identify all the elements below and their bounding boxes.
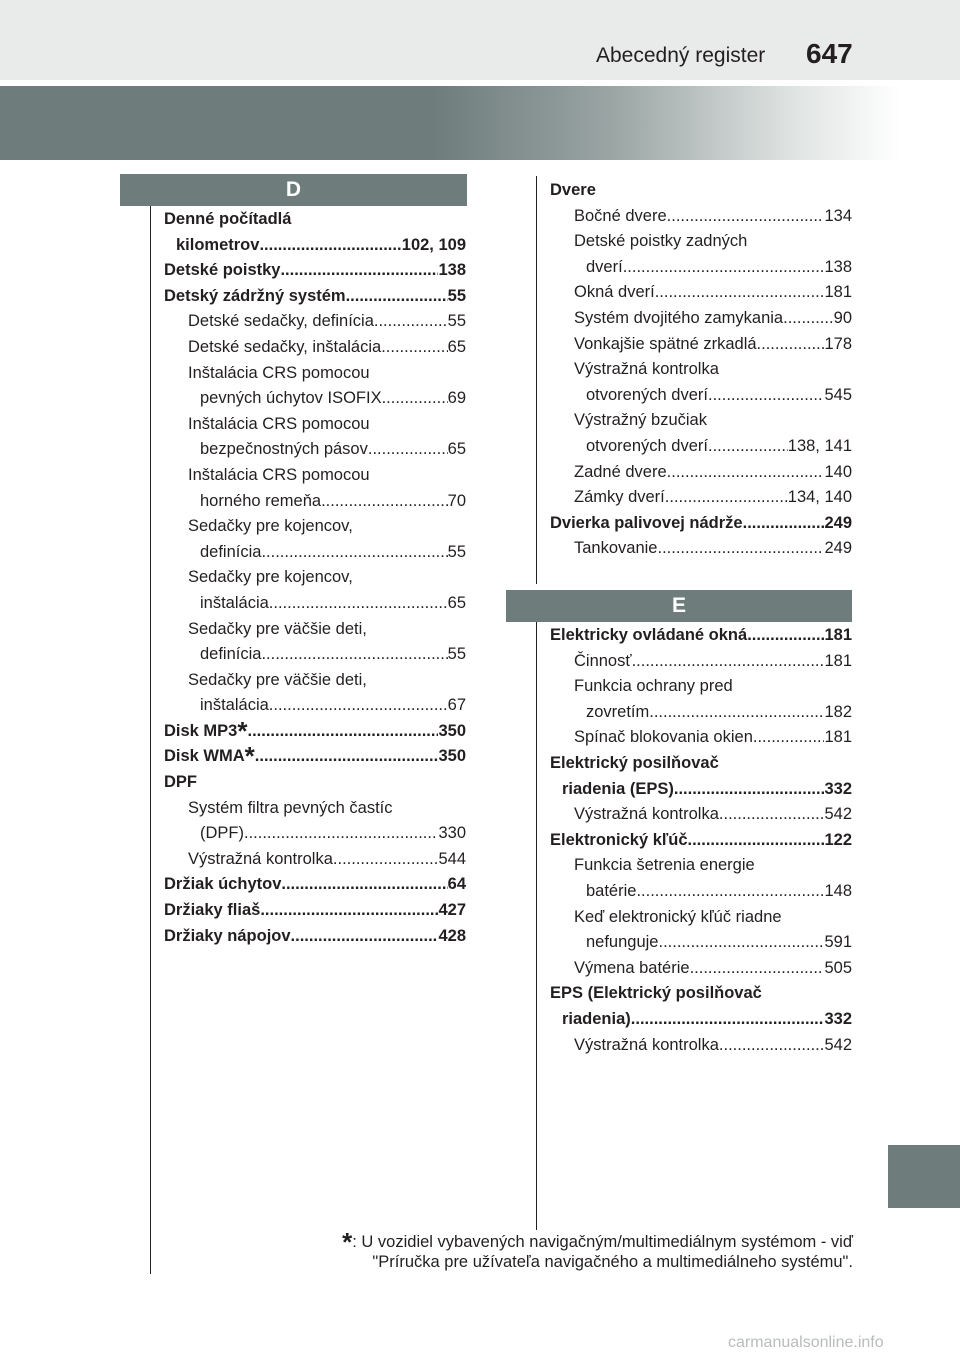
leader-dots [291, 924, 439, 950]
entry-term: Výstražný bzučiak [574, 411, 707, 430]
index-entry [164, 540, 466, 566]
entry-page: 65 [447, 440, 466, 459]
index-entry [550, 332, 852, 358]
entry-page: 140 [824, 462, 852, 481]
index-entry [550, 777, 852, 803]
leader-dots [667, 460, 825, 486]
entry-page: 350 [438, 747, 466, 766]
entry-term: Zámky dverí [574, 488, 665, 507]
entry-term: Elektrický posilňovač [550, 753, 719, 772]
index-entry [164, 617, 466, 643]
index-entry [550, 178, 852, 204]
entry-term: Dvierka palivovej nádrže [550, 513, 743, 532]
leader-dots [269, 591, 448, 617]
entry-page: 181 [824, 626, 852, 644]
entry-page: 65 [447, 593, 466, 612]
leader-dots [688, 828, 825, 854]
leader-dots [623, 255, 825, 281]
entry-term: Sedačky pre väčšie deti, [188, 619, 367, 638]
index-entry [164, 872, 466, 898]
entry-page: 428 [438, 926, 466, 945]
center-column-rule-lower [536, 622, 537, 1230]
entry-page: 591 [824, 933, 852, 952]
footnote [260, 1227, 853, 1272]
entry-term: Okná dverí [574, 283, 655, 302]
leader-dots [719, 1033, 825, 1059]
entry-term: Výmena batérie [574, 958, 690, 977]
index-entry [550, 280, 852, 306]
index-entry [164, 489, 466, 515]
leader-dots [374, 309, 448, 335]
leader-dots [248, 719, 439, 745]
entry-page: 102, 109 [401, 235, 466, 254]
leader-dots [667, 204, 825, 230]
entry-page: 55 [447, 286, 466, 305]
index-entry [550, 536, 852, 562]
section-header-e: E [506, 590, 852, 622]
leader-dots [636, 879, 824, 905]
index-entry [550, 255, 852, 281]
leader-dots [244, 821, 438, 847]
index-entry [164, 412, 466, 438]
entry-term: Činnosť [574, 651, 632, 670]
index-entry [164, 642, 466, 668]
entry-term: bezpečnostných pásov [200, 440, 368, 459]
entry-page: 65 [447, 337, 466, 356]
entry-term: pevných úchytov ISOFIX [200, 389, 382, 408]
index-entry [550, 956, 852, 982]
center-column-rule [536, 176, 537, 584]
leader-dots [382, 386, 448, 412]
leader-dots [632, 649, 825, 675]
leader-dots [321, 489, 448, 515]
index-entry [164, 770, 466, 796]
leader-dots [368, 437, 448, 463]
index-entry [550, 511, 852, 537]
entry-term: definícia [200, 645, 262, 664]
leader-dots [261, 642, 447, 668]
index-entry [550, 905, 852, 931]
leader-dots [665, 485, 788, 511]
index-entry [550, 700, 852, 726]
entry-term: Zadné dvere [574, 462, 667, 481]
entry-page: 64 [447, 875, 466, 894]
page-number: 647 [806, 38, 853, 69]
entry-page: 148 [824, 881, 852, 900]
entry-term: riadenia (EPS) [562, 779, 674, 798]
entry-term: Detské sedačky, inštalácia [188, 337, 382, 356]
entry-term: Elektronický kľúč [550, 830, 688, 849]
leader-dots [346, 284, 448, 310]
entry-page: 542 [824, 1035, 852, 1054]
index-entry [164, 847, 466, 873]
entry-term: Sedačky pre kojencov, [188, 517, 353, 536]
index-entry [164, 821, 466, 847]
entry-page: 69 [447, 389, 466, 408]
index-entry [550, 828, 852, 854]
index-entry [164, 668, 466, 694]
entry-term: inštalácia [200, 696, 269, 715]
entry-term: batérie [586, 881, 637, 900]
index-entry [164, 898, 466, 924]
entry-term: (DPF) [200, 824, 244, 843]
entry-term: Inštalácia CRS pomocou [188, 465, 370, 484]
footnote-line-1: *: U vozidiel vybavených navigačným/multimediálnym systémom - viď [342, 1227, 853, 1257]
entry-page: 122 [824, 830, 852, 849]
index-entry [550, 204, 852, 230]
entry-term: Vonkajšie spätné zrkadlá [574, 334, 757, 353]
entry-page: 55 [447, 542, 466, 561]
index-entry [164, 565, 466, 591]
right-bottom-index-list [550, 623, 852, 1058]
entry-term: Výstražná kontrolka [574, 1035, 719, 1054]
entry-page: 134 [824, 206, 852, 225]
leader-dots [333, 847, 439, 873]
entry-term: otvorených dverí [586, 385, 708, 404]
leader-dots [280, 258, 438, 284]
index-entry [550, 306, 852, 332]
entry-page: 181 [824, 283, 852, 302]
entry-page: 330 [438, 824, 466, 843]
index-entry [550, 674, 852, 700]
watermark: carmanualsonline.info [728, 1334, 884, 1351]
entry-term: horného remeňa [200, 491, 322, 510]
entry-term: Držiaky nápojov [164, 926, 291, 945]
entry-term: Inštalácia CRS pomocou [188, 414, 370, 433]
index-entry [550, 879, 852, 905]
index-entry [550, 485, 852, 511]
leader-dots [674, 777, 825, 803]
index-entry [550, 802, 852, 828]
entry-term: Držiaky fliaš [164, 901, 261, 920]
entry-term: Detské poistky [164, 261, 281, 280]
index-entry [164, 386, 466, 412]
entry-term: Disk WMA [164, 747, 245, 766]
leader-dots [269, 693, 448, 719]
entry-term: Výstražná kontrolka [188, 849, 333, 868]
index-entry [164, 233, 466, 259]
entry-page: 545 [824, 385, 852, 404]
entry-page: 350 [438, 721, 466, 740]
entry-term: otvorených dverí [586, 436, 708, 455]
index-entry [550, 751, 852, 777]
footnote-line-2: "Príručka pre užívateľa navigačného a multimediálneho systému". [372, 1253, 853, 1271]
index-entry [550, 1007, 852, 1033]
entry-term: Sedačky pre kojencov, [188, 568, 353, 587]
entry-term: inštalácia [200, 593, 269, 612]
entry-term: Elektricky ovládané okná [550, 626, 748, 644]
leader-dots [281, 872, 447, 898]
index-entry [550, 981, 852, 1007]
left-column-rule [150, 206, 151, 1274]
entry-term: Disk MP3 [164, 721, 238, 740]
chapter-side-tab [888, 1145, 960, 1208]
leader-dots [261, 540, 447, 566]
entry-term: Detské poistky zadných [574, 232, 748, 251]
index-entry: Disk MP3 * ..... 350 [164, 719, 466, 745]
index-entry [164, 207, 466, 233]
entry-page: 181 [824, 728, 852, 747]
index-entry [164, 335, 466, 361]
leader-dots [708, 434, 788, 460]
entry-term: Výstražná kontrolka [574, 360, 719, 379]
index-entry [164, 361, 466, 387]
index-entry [164, 437, 466, 463]
entry-page: 332 [824, 1009, 852, 1028]
leader-dots [649, 700, 824, 726]
index-entry [550, 383, 852, 409]
entry-page: 249 [824, 539, 852, 558]
leader-dots [743, 511, 825, 537]
leader-dots [657, 536, 824, 562]
index-entry [550, 460, 852, 486]
index-entry [550, 649, 852, 675]
index-entry [164, 309, 466, 335]
entry-term: Keď elektronický kľúč riadne [574, 907, 782, 926]
index-entry [164, 258, 466, 284]
index-entry [550, 408, 852, 434]
entry-page: 181 [824, 651, 852, 670]
entry-term: definícia [200, 542, 262, 561]
entry-term: Systém dvojitého zamykania [574, 308, 784, 327]
leader-dots [255, 744, 439, 770]
left-index-list [164, 207, 466, 949]
index-entry [550, 930, 852, 956]
page-header-title: Abecedný register [596, 44, 766, 67]
entry-term: DPF [164, 773, 197, 792]
index-entry [164, 284, 466, 310]
entry-page: 90 [833, 308, 852, 327]
index-entry [164, 924, 466, 950]
leader-dots [381, 335, 447, 361]
entry-page: 67 [447, 696, 466, 715]
leader-dots [659, 930, 825, 956]
entry-term: Spínač blokovania okien [574, 728, 753, 747]
index-entry [164, 463, 466, 489]
leader-dots [259, 233, 401, 259]
entry-term: riadenia) [562, 1009, 631, 1028]
entry-page: 249 [824, 513, 852, 532]
entry-term: Výstražná kontrolka [574, 805, 719, 824]
entry-term: Systém filtra pevných častíc [188, 798, 393, 817]
leader-dots [631, 1007, 825, 1033]
leader-dots [753, 725, 825, 751]
leader-dots [690, 956, 825, 982]
right-top-index-list [550, 178, 852, 562]
index-entry [164, 591, 466, 617]
index-entry [550, 434, 852, 460]
index-entry: Disk WMA * ..... 350 [164, 744, 466, 770]
footnote-mark: * [342, 1227, 353, 1257]
entry-page: 138 [438, 261, 466, 280]
entry-term: Sedačky pre väčšie deti, [188, 670, 367, 689]
entry-page: 332 [824, 779, 852, 798]
decorative-band [0, 86, 900, 160]
entry-page: 182 [824, 702, 852, 721]
entry-page: 427 [438, 901, 466, 920]
section-header-d: D [120, 174, 467, 206]
entry-page: 70 [447, 491, 466, 510]
leader-dots [783, 306, 834, 332]
entry-term: Inštalácia CRS pomocou [188, 363, 370, 382]
entry-term: Detský zádržný systém [164, 286, 346, 305]
leader-dots [757, 332, 825, 358]
index-entry [550, 725, 852, 751]
entry-page: 178 [824, 334, 852, 353]
index-entry [550, 853, 852, 879]
entry-term: Tankovanie [574, 539, 658, 558]
entry-term: dverí [586, 257, 623, 276]
entry-page: 542 [824, 805, 852, 824]
index-entry [550, 1033, 852, 1059]
index-entry [164, 514, 466, 540]
leader-dots [655, 280, 825, 306]
entry-term: Funkcia šetrenia energie [574, 856, 755, 875]
index-entry [550, 623, 852, 649]
entry-term: kilometrov [176, 235, 260, 254]
entry-page: 505 [824, 958, 852, 977]
entry-page: 138 [824, 257, 852, 276]
leader-dots [708, 383, 824, 409]
entry-term: zovretím [586, 702, 650, 721]
entry-term: nefunguje [586, 933, 659, 952]
entry-page: 55 [447, 312, 466, 331]
leader-dots [719, 802, 825, 828]
entry-page: 138, 141 [787, 436, 852, 455]
entry-term: Detské sedačky, definícia [188, 312, 374, 331]
entry-term: Denné počítadlá [164, 210, 292, 228]
index-entry [550, 229, 852, 255]
entry-page: 544 [438, 849, 466, 868]
entry-term: EPS (Elektrický posilňovač [550, 984, 762, 1003]
entry-page: 55 [447, 645, 466, 664]
entry-term: Držiak úchytov [164, 875, 282, 894]
leader-dots [260, 898, 438, 924]
leader-dots [747, 623, 824, 649]
index-entry [550, 357, 852, 383]
entry-page: 134, 140 [787, 488, 852, 507]
entry-term: Funkcia ochrany pred [574, 677, 733, 696]
index-entry [164, 796, 466, 822]
entry-term: Bočné dvere [574, 206, 667, 225]
entry-term: Dvere [550, 181, 596, 199]
index-entry [164, 693, 466, 719]
